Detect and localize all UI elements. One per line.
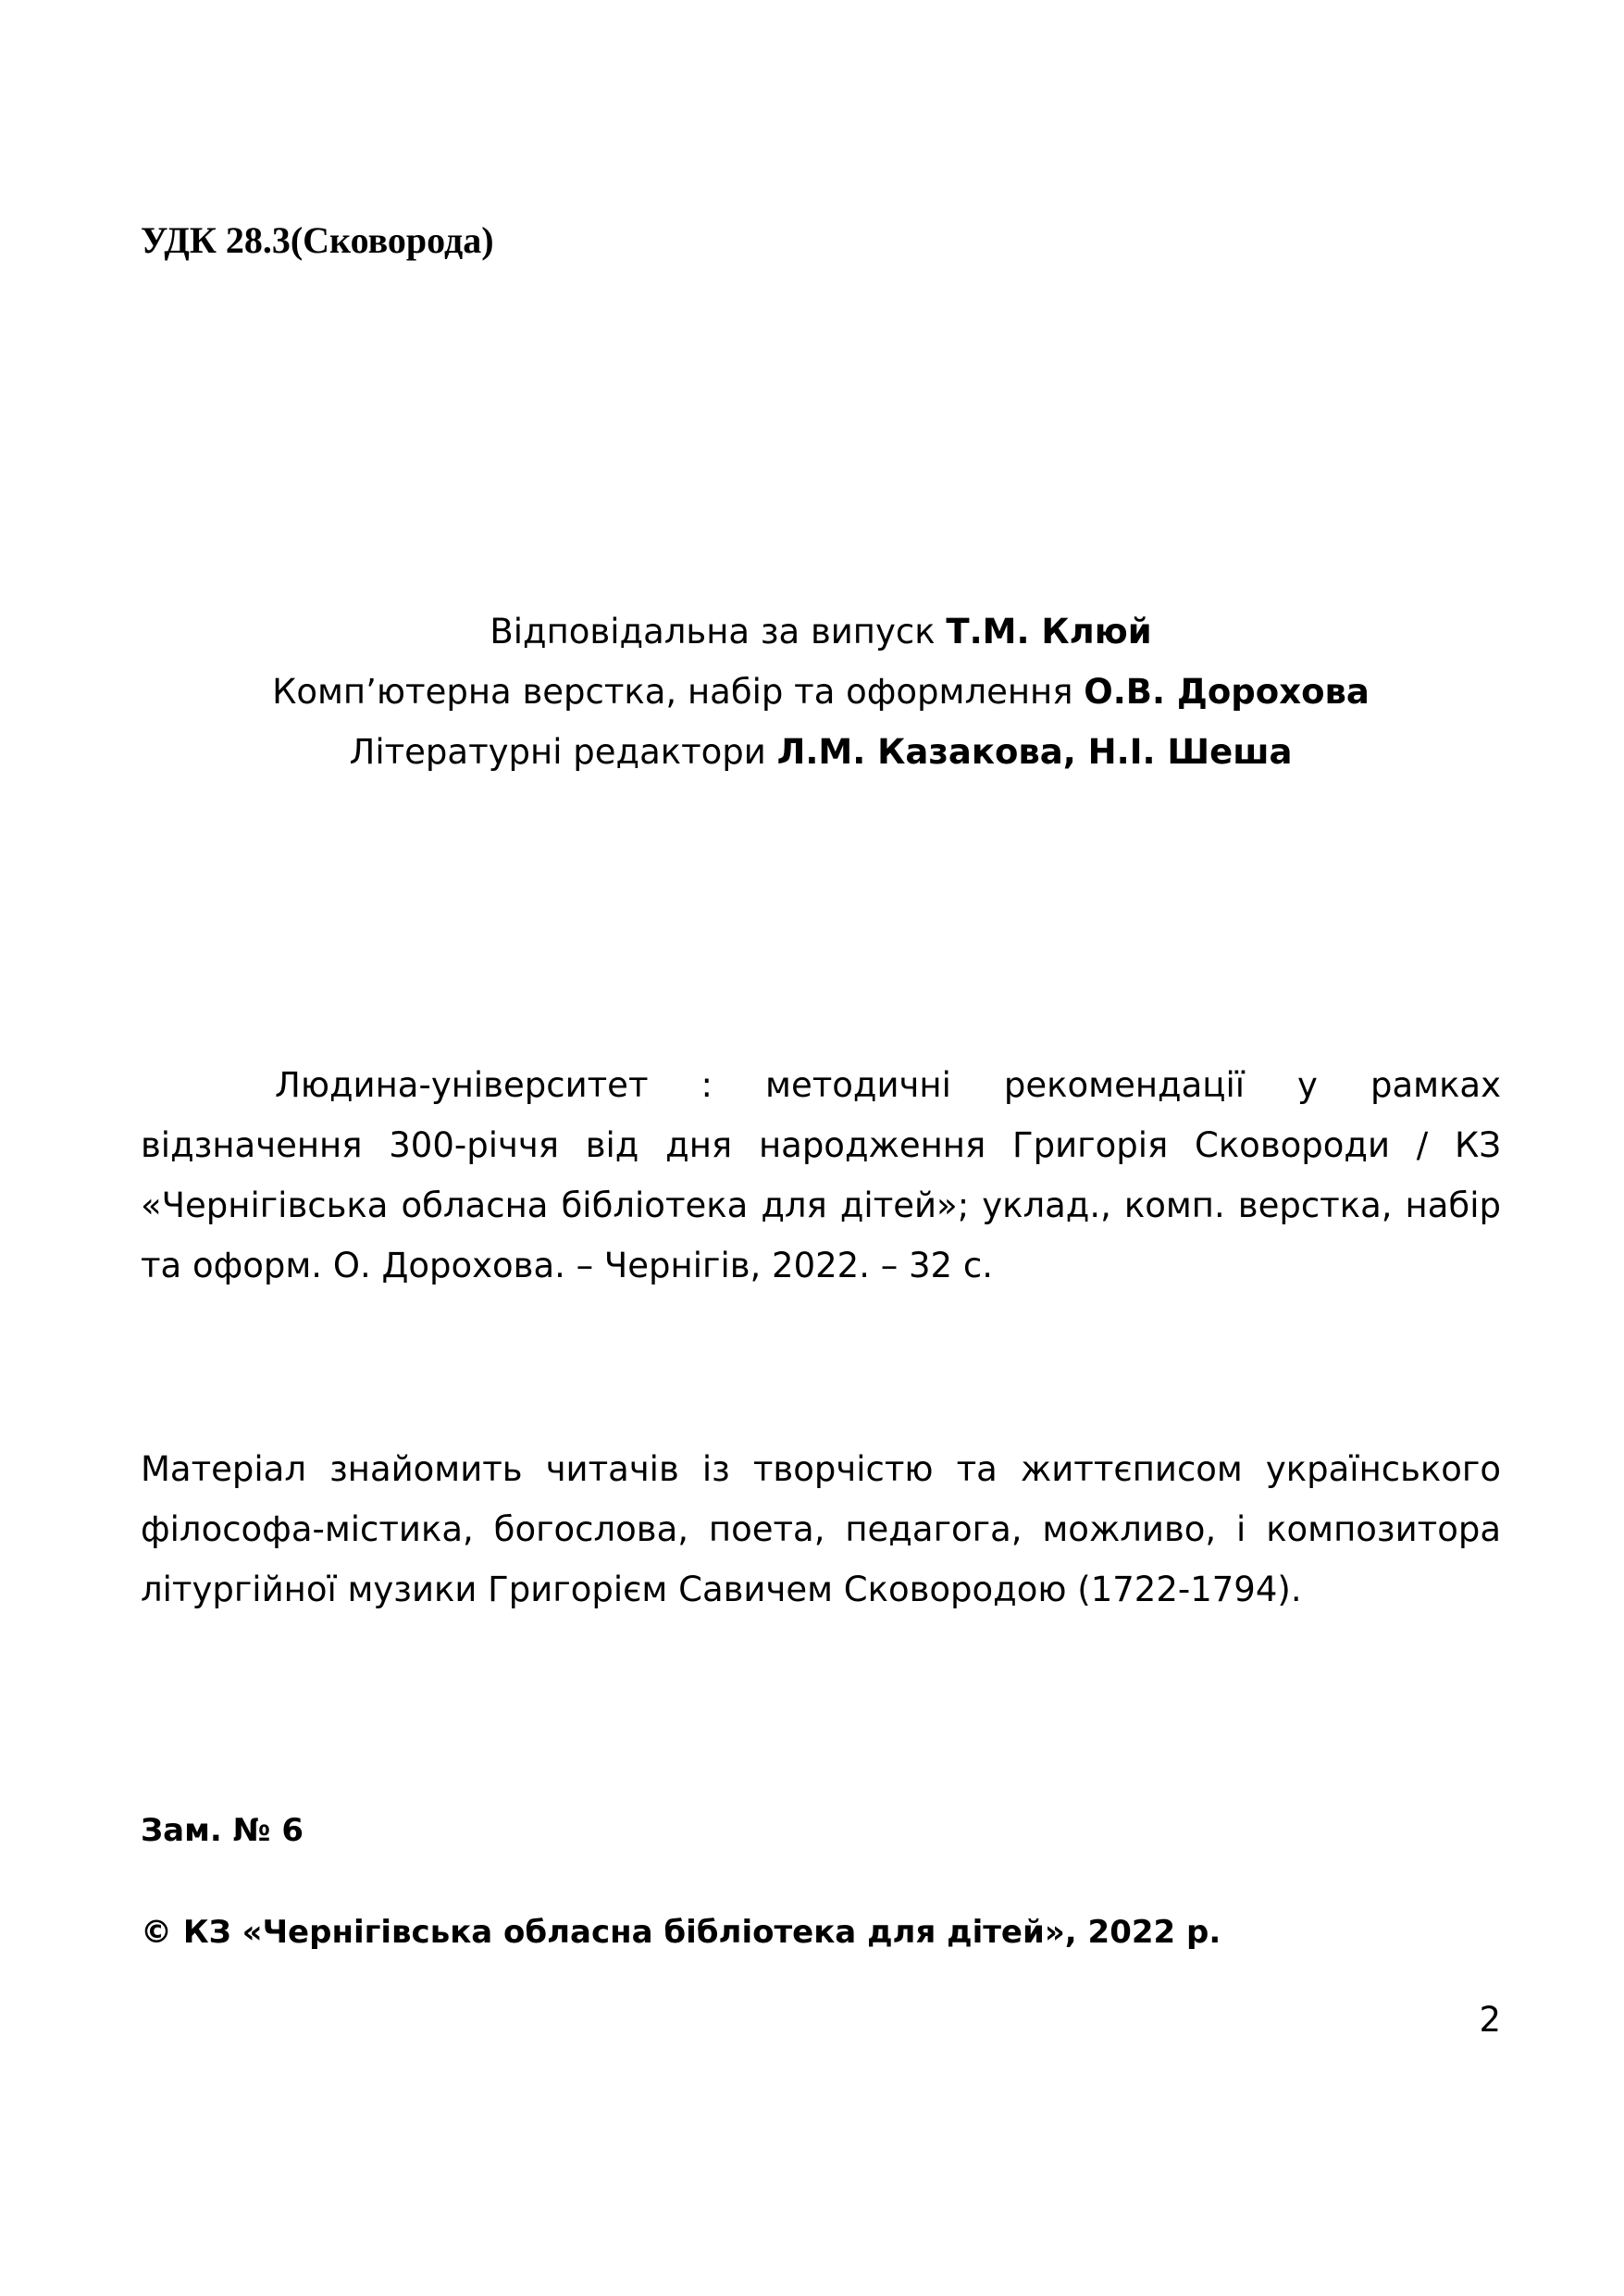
credit-editors-label: Літературні редактори	[349, 732, 777, 772]
credit-layout-name: О.В. Дорохова	[1084, 672, 1370, 712]
copyright-notice: © КЗ «Чернігівська обласна бібліотека для дітей», 2022 р.	[141, 1914, 1221, 1951]
credit-editors-names: Л.М. Казакова, Н.І. Шеша	[776, 732, 1293, 772]
abstract-paragraph: Матеріал знайомить читачів із творчістю та життєписом українського філософа-містика, богослова, поета, педагога, можливо, і композитора літургійної музики Григорієм Савичем Сковородою (1722-1794).	[141, 1449, 1501, 1609]
credits-block	[141, 602, 1501, 782]
order-number: Зам. № 6	[141, 1812, 304, 1849]
udk-classification: УДК 28.3(Сковорода)	[141, 219, 494, 261]
credit-layout-label: Комп’ютерна верстка, набір та оформлення	[272, 672, 1085, 712]
credit-layout	[141, 662, 1501, 722]
page-number: 2	[1479, 2000, 1501, 2040]
credit-responsible	[141, 602, 1501, 662]
credit-responsible-label: Відповідальна за випуск	[490, 612, 947, 652]
credit-responsible-name: Т.М. Клюй	[946, 612, 1152, 652]
credit-editors	[141, 722, 1501, 782]
bibliographic-citation: Людина-університет : методичні рекомендації у рамках відзначення 300-річчя від дня народження Григорія Сковороди / КЗ «Чернігівська обласна бібліотека для дітей»; уклад., комп. верстка, набір та оформ. О. Дорохова. – Чернігів, 2022. – 32 с.	[141, 1065, 1501, 1285]
